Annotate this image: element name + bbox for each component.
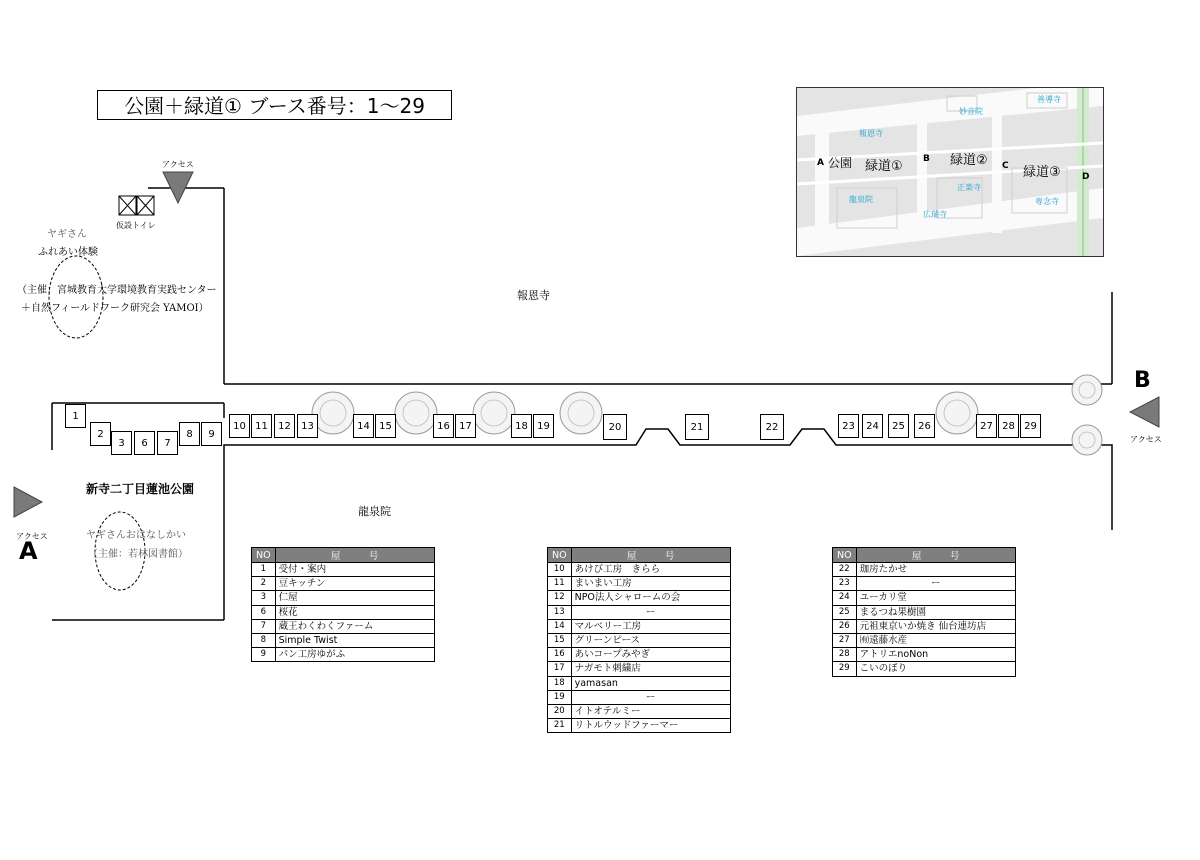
shop-name-cell: ー [856, 577, 1015, 591]
booth-12: 12 [274, 414, 295, 438]
toilet-label: 仮設トイレ [116, 221, 156, 230]
booth-no-cell: 24 [833, 591, 857, 605]
table-row [548, 704, 731, 718]
booth-no-cell: 15 [548, 633, 572, 647]
point-a-label: A [19, 537, 38, 565]
inset-temple-top-right: 善導寺 [1037, 95, 1061, 104]
shop-name-cell: 豆キッチン [275, 577, 434, 591]
table-row [833, 619, 1016, 633]
booth-7: 7 [157, 431, 178, 455]
inset-point-c: C [1002, 161, 1009, 171]
shop-table-1 [251, 547, 435, 662]
booth-no-cell: 7 [252, 619, 276, 633]
booth-6: 6 [134, 431, 155, 455]
table-row [833, 633, 1016, 647]
shop-name-cell: アトリエnoNon [856, 648, 1015, 662]
shop-name-cell: 桜花 [275, 605, 434, 619]
booth-14: 14 [353, 414, 374, 438]
booth-28: 28 [998, 414, 1019, 438]
booth-15: 15 [375, 414, 396, 438]
booth-no-cell: 10 [548, 563, 572, 577]
inset-point-a: A [817, 158, 824, 168]
booth-9: 9 [201, 422, 222, 446]
shop-name-cell: まるつね果樹園 [856, 605, 1015, 619]
inset-park: 公園 [828, 156, 853, 170]
shop-name-cell: あいコープみやぎ [571, 648, 730, 662]
shop-name-cell: ㈲遠藤水産 [856, 633, 1015, 647]
shop-table-2 [547, 547, 731, 733]
booth-no-cell: 3 [252, 591, 276, 605]
booth-26: 26 [914, 414, 935, 438]
table-header-name: 屋 号 [856, 548, 1015, 563]
booth-1: 1 [65, 404, 86, 428]
booth-no-cell: 18 [548, 676, 572, 690]
inset-ryokudo3: 緑道③ [1023, 165, 1061, 180]
goat-text-4: ＋自然フィールドワーク研究会 YAMOI） [21, 303, 209, 314]
booth-8: 8 [179, 422, 200, 446]
shop-name-cell: こいのぼり [856, 662, 1015, 676]
booth-11: 11 [251, 414, 272, 438]
booth-no-cell: 29 [833, 662, 857, 676]
table-row [548, 676, 731, 690]
booth-18: 18 [511, 414, 532, 438]
map-title: 公園＋緑道① ブース番号：1〜29 [97, 90, 452, 120]
booth-17: 17 [455, 414, 476, 438]
shop-name-cell: ー [571, 605, 730, 619]
point-b-label: B [1134, 368, 1151, 393]
table-row [548, 633, 731, 647]
shop-name-cell: リトルウッドファーマー [571, 719, 730, 733]
shop-name-cell: パン工房ゆがふ [275, 648, 434, 662]
shop-name-cell: ナガモト刺繍店 [571, 662, 730, 676]
inset-point-d: D [1082, 172, 1090, 182]
booth-29: 29 [1020, 414, 1041, 438]
booth-no-cell: 16 [548, 648, 572, 662]
booth-no-cell: 17 [548, 662, 572, 676]
booth-no-cell: 11 [548, 577, 572, 591]
inset-temple-shogakuji: 正楽寺 [957, 183, 981, 192]
booth-21: 21 [685, 414, 709, 440]
goat-talk-text: ヤギさんおはなしかい [86, 530, 186, 541]
table-row [548, 662, 731, 676]
table-header-no: NO [833, 548, 857, 563]
shop-name-cell: イトオテルミー [571, 704, 730, 718]
shop-name-cell: Simple Twist [275, 633, 434, 647]
shop-name-cell: 仁屋 [275, 591, 434, 605]
booth-no-cell: 8 [252, 633, 276, 647]
table-row [548, 605, 731, 619]
shop-name-cell: グリーンピース [571, 633, 730, 647]
booth-16: 16 [433, 414, 454, 438]
table-row [252, 577, 435, 591]
inset-ryokudo1: 緑道① [865, 159, 903, 174]
table-header-no: NO [548, 548, 572, 563]
inset-temple-ryusenin: 龍泉院 [849, 195, 873, 204]
inset-map [796, 87, 1104, 257]
shop-name-cell: ユーカリ堂 [856, 591, 1015, 605]
booth-19: 19 [533, 414, 554, 438]
shop-table-3 [832, 547, 1016, 677]
table-header-no: NO [252, 548, 276, 563]
table-row [548, 563, 731, 577]
goat-text-1: ヤギさん [47, 229, 87, 240]
table-row [548, 591, 731, 605]
booth-24: 24 [862, 414, 883, 438]
table-row [252, 591, 435, 605]
booth-10: 10 [229, 414, 250, 438]
table-row [252, 648, 435, 662]
temple-houonji: 報恩寺 [517, 289, 550, 302]
table-row [548, 619, 731, 633]
inset-temple-senenji: 専念寺 [1035, 197, 1059, 206]
booth-no-cell: 2 [252, 577, 276, 591]
table-row [833, 577, 1016, 591]
booth-no-cell: 1 [252, 563, 276, 577]
shop-name-cell: マルベリー工房 [571, 619, 730, 633]
table-row [548, 719, 731, 733]
access-label-top: アクセス [162, 160, 194, 169]
booth-no-cell: 26 [833, 619, 857, 633]
shop-name-cell: NPO法人シャロームの会 [571, 591, 730, 605]
table-row [833, 662, 1016, 676]
table-row [833, 605, 1016, 619]
booth-2: 2 [90, 422, 111, 446]
table-row [833, 563, 1016, 577]
booth-no-cell: 14 [548, 619, 572, 633]
booth-no-cell: 13 [548, 605, 572, 619]
inset-temple-kozuiji: 広瑞寺 [923, 210, 947, 219]
booth-no-cell: 9 [252, 648, 276, 662]
goat-text-2: ふれあい体験 [38, 247, 98, 258]
booth-22: 22 [760, 414, 784, 440]
park-name: 新寺二丁目蓮池公園 [86, 482, 195, 496]
booth-25: 25 [888, 414, 909, 438]
shop-name-cell: あけび工房 きらら [571, 563, 730, 577]
booth-3: 3 [111, 431, 132, 455]
shop-name-cell: 蔵王わくわくファーム [275, 619, 434, 633]
booth-no-cell: 23 [833, 577, 857, 591]
shop-name-cell: まいまい工房 [571, 577, 730, 591]
booth-no-cell: 19 [548, 690, 572, 704]
table-row [833, 648, 1016, 662]
booth-no-cell: 12 [548, 591, 572, 605]
inset-temple-houonji: 報恩寺 [859, 129, 883, 138]
inset-temple-myoonin: 妙音院 [959, 107, 983, 116]
table-row [548, 690, 731, 704]
booth-no-cell: 27 [833, 633, 857, 647]
table-row [548, 577, 731, 591]
booth-no-cell: 20 [548, 704, 572, 718]
booth-13: 13 [297, 414, 318, 438]
table-row [252, 563, 435, 577]
booth-no-cell: 28 [833, 648, 857, 662]
table-row [252, 633, 435, 647]
temple-ryusenin: 龍泉院 [358, 505, 391, 518]
table-row [548, 648, 731, 662]
booth-no-cell: 21 [548, 719, 572, 733]
booth-no-cell: 22 [833, 563, 857, 577]
inset-point-b: B [923, 154, 930, 164]
shop-name-cell: 元祖東京いか焼き 仙台連坊店 [856, 619, 1015, 633]
access-label-b: アクセス [1130, 435, 1162, 444]
booth-no-cell: 25 [833, 605, 857, 619]
access-label-a: アクセス [16, 532, 48, 541]
table-header-name: 屋 号 [571, 548, 730, 563]
goat-talk-host: （主催：若林図書館） [88, 549, 188, 560]
shop-name-cell: ー [571, 690, 730, 704]
shop-name-cell: yamasan [571, 676, 730, 690]
table-row [252, 619, 435, 633]
table-row [252, 605, 435, 619]
table-row [833, 591, 1016, 605]
shop-name-cell: 珈房たかせ [856, 563, 1015, 577]
table-header-name: 屋 号 [275, 548, 434, 563]
booth-27: 27 [976, 414, 997, 438]
goat-text-3: （主催：宮城教育大学環境教育実践センター [17, 285, 217, 296]
booth-no-cell: 6 [252, 605, 276, 619]
booth-23: 23 [838, 414, 859, 438]
booth-20: 20 [603, 414, 627, 440]
inset-ryokudo2: 緑道② [950, 153, 988, 168]
shop-name-cell: 受付・案内 [275, 563, 434, 577]
